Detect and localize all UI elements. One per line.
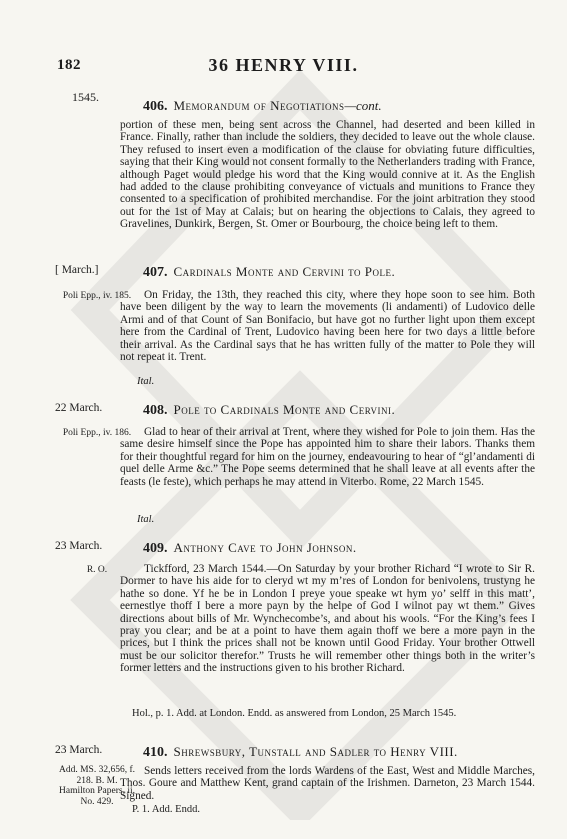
year-label: 1545. — [72, 90, 99, 104]
entry-409-heading — [143, 540, 357, 556]
entry-410-date: 23 March. — [55, 744, 103, 756]
page-number: 182 — [57, 57, 81, 73]
entry-number: 409. — [143, 541, 168, 556]
entry-410-heading — [143, 744, 458, 760]
entry-407-source: Poli Epp., iv. 185. — [62, 291, 132, 301]
page-title: 36 HENRY VIII. — [208, 55, 359, 75]
entry-408-text: Glad to hear of their arrival at Trent, where they wished for Pole to join them. Has the same desire himself since the Pope has appointed him to share their labors. Thanks them for their thoughtful regard for him on the journey, endeavouring to hear of “gl’andamenti di quel delle Arme &c.” The Pope seems determined that he shall leave at all events after the feasts (le feste), which perhaps he may attend in Viterbo. Rome, 22 March 1545. — [120, 426, 535, 488]
entry-409-text: Tickfford, 23 March 1544.—On Saturday by your brother Richard “I wrote to Sir R. Dormer to have his aide for to cleryd wt my m’res of London for benivolens, trustyng he hathe so done. Yf he be in London I preye youe speake wt hym yo’ selff in this matt’, eernestlye thoff I bere a more payn by the helpe of God I wilnot pay wt them.” Gives directions about bills of Mr. Wynchecombe’s, and about his wools. “For the King’s fees I pray you clear; and be at a point to have them again thoff we bere a more payn in the prices, but I think the prices shall not be known until Good Friday. Your brother Ottwell must be our solicitor therefor.” Trusts he will remember other things both in the writer’s former letters and the instructions given to his brother Richard. — [120, 563, 535, 675]
entry-406-text: portion of these men, being sent across the Channel, had deserted and been killed in France. Finally, rather than include the soldiers, they decided to leave out the whole clause. They refused to insert even a modification of the clause for obviating future difficulties, saying that their King would not consent formally to the Netherlanders trading with France, although Paget would pledge his word that the King would connive at it. As the English had added to the clause prohibiting conveyance of victuals and munitions to France they consented to a specification of prohibited merchandise. For the joint arbitration they stood out for the 1st of May at Calais; but on hearing the objections to Calais, they agreed to Gravelines, Dunkirk, Bergen, St. Omer or Bourbourg, the choice being left to them. — [120, 119, 535, 231]
entry-410-source: Add. MS. 32,656, f. 218. B. M. Hamilton Papers, ii. No. 429. — [58, 765, 135, 807]
entry-410-note: P. 1. Add. Endd. — [132, 804, 200, 815]
entry-408-heading — [143, 402, 395, 418]
entry-number: 410. — [143, 745, 168, 760]
entry-title: Shrewsbury, Tunstall and Sadler to Henry VIII. — [173, 744, 458, 759]
entry-407-heading — [143, 264, 395, 280]
entry-number: 407. — [143, 265, 168, 280]
entry-title: Memorandum of Negotiations — [173, 98, 345, 113]
entry-409-date: 23 March. — [55, 540, 103, 552]
entry-408-date: 22 March. — [55, 402, 103, 414]
entry-410-text: Sends letters received from the lords Wardens of the East, West and Middle Marches, Thos. Goure and Matthew Kent, grand captain of the Irishmen. Darneton, 23 March 1544. Signed. — [120, 765, 535, 802]
entry-409-note: Hol., p. 1. Add. at London. Endd. as answered from London, 25 March 1545. — [132, 708, 457, 719]
entry-title-suffix: —cont. — [344, 98, 382, 113]
entry-408-language: Ital. — [137, 514, 155, 525]
entry-number: 406. — [143, 99, 168, 114]
entry-407-text: On Friday, the 13th, they reached this city, where they hope soon to see him. Both have been diligent by the way to learn the movements (li andamenti) of Ludovico delle Armi and of that Count of San Bonifacio, but have got no further light upon them except here from the Cardinal of Trent, Ludovico having been here for two days a little before their arrival. As the Cardinal says that he has written fully of the matter to Pole they will not repeat it. Trent. — [120, 289, 535, 364]
entry-407-language: Ital. — [137, 376, 155, 387]
entry-title: Pole to Cardinals Monte and Cervini. — [173, 402, 396, 417]
entry-title: Cardinals Monte and Cervini to Pole. — [173, 264, 396, 279]
entry-number: 408. — [143, 403, 168, 418]
entry-407-date: [ March.] — [55, 264, 99, 276]
entry-409-source: R. O. — [86, 565, 108, 575]
entry-408-source: Poli Epp., iv. 186. — [62, 428, 132, 438]
entry-406-heading — [143, 98, 382, 114]
entry-title: Anthony Cave to John Johnson. — [173, 540, 357, 555]
